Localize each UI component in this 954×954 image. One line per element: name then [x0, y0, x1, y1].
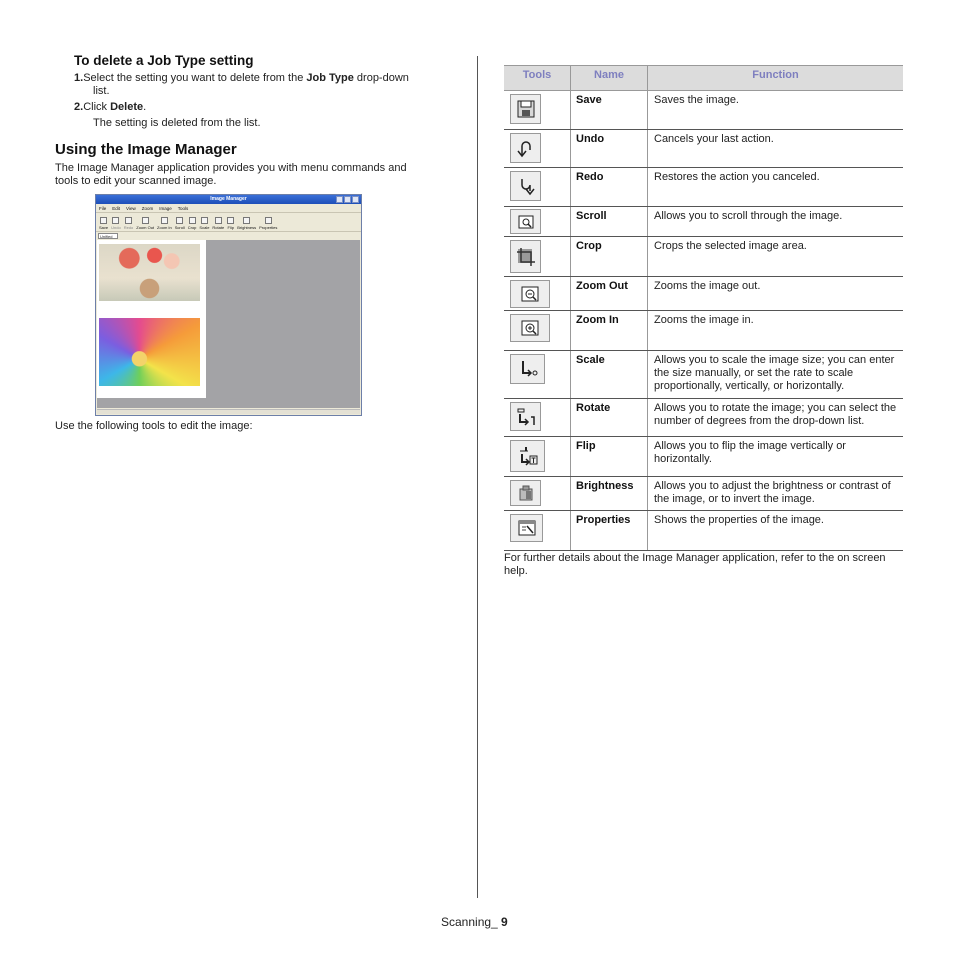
toolbar-zoom-in: Zoom In	[157, 217, 172, 230]
redo-icon	[510, 171, 541, 201]
toolbar-scale: Scale	[199, 217, 209, 230]
minimize-icon	[336, 196, 343, 203]
intro-line-1: The Image Manager application provides you with menu commands and	[55, 162, 407, 174]
toolbar-properties: Properties	[259, 217, 277, 230]
brightness-icon	[243, 217, 250, 224]
toolbar-rotate: Rotate	[212, 217, 224, 230]
menu-tools: Tools	[177, 206, 189, 211]
tools-intro: Use the following tools to edit the image:	[55, 420, 253, 432]
rotate-icon	[215, 217, 222, 224]
zoom-out-icon	[510, 280, 550, 308]
toolbar-brightness: Brightness	[237, 217, 256, 230]
table-row: Properties Shows the properties of the image.	[504, 511, 903, 551]
undo-icon	[112, 217, 119, 224]
colorful-flower-photo	[99, 318, 200, 386]
table-row: Scroll Allows you to scroll through the image.	[504, 207, 903, 237]
delete-step-1-continued: list.	[93, 85, 110, 97]
table-row: Flip Allows you to flip the image vertically or horizontally.	[504, 437, 903, 477]
menu-edit: Edit	[112, 206, 121, 211]
close-icon	[352, 196, 359, 203]
crop-icon	[189, 217, 196, 224]
menu-zoom: Zoom	[141, 206, 154, 211]
image-manager-heading: Using the Image Manager	[55, 141, 237, 158]
toolbar-scroll: Scroll	[175, 217, 185, 230]
scale-icon	[201, 217, 208, 224]
toolbar-undo: Undo	[111, 217, 121, 230]
crop-icon	[510, 240, 541, 273]
screenshot-page	[97, 240, 206, 398]
screenshot-title-bar: Image Manager	[96, 195, 361, 204]
table-row: Rotate Allows you to rotate the image; you can select the number of degrees from the drop-down list.	[504, 399, 903, 437]
toolbar-flip: Flip	[227, 217, 234, 230]
scale-icon	[510, 354, 545, 384]
table-header	[504, 65, 903, 91]
delete-step-2: 2.Click Delete.	[74, 101, 147, 113]
window-buttons	[336, 196, 359, 203]
zoom-in-icon	[161, 217, 168, 224]
scroll-icon	[510, 209, 541, 234]
flowers-cat-photo	[99, 244, 200, 301]
table-row: Zoom Out Zooms the image out.	[504, 277, 903, 311]
footer-section: Scanning_	[441, 915, 502, 929]
save-icon	[100, 217, 107, 224]
toolbar-zoom-out: Zoom Out	[136, 217, 154, 230]
intro-line-2: tools to edit your scanned image.	[55, 175, 217, 187]
toolbar-save: Save	[99, 217, 108, 230]
undo-icon	[510, 133, 541, 163]
delete-step-2-note: The setting is deleted from the list.	[93, 117, 261, 129]
zoom-in-icon	[510, 314, 550, 342]
page-number: 9	[501, 915, 508, 929]
menu-view: View	[126, 206, 136, 211]
screenshot-combo: Unified	[98, 233, 118, 239]
table-row: Undo Cancels your last action.	[504, 130, 903, 168]
table-row: Zoom In Zooms the image in.	[504, 311, 903, 351]
flip-icon	[510, 440, 545, 472]
tools-table	[504, 65, 903, 551]
column-divider	[477, 56, 478, 898]
table-row: Scale Allows you to scale the image size; you can enter the size manually, or set the rate to scale proportionally, vertically, or horizontally.	[504, 351, 903, 399]
header-name: Name	[570, 66, 647, 90]
delete-step-1: 1.Select the setting you want to delete from the Job Type drop-down	[74, 72, 409, 84]
properties-icon	[510, 514, 543, 542]
table-row: Save Saves the image.	[504, 91, 903, 130]
table-row: Brightness Allows you to adjust the brightness or contrast of the image, or to invert the image.	[504, 477, 903, 511]
brightness-icon	[510, 480, 541, 506]
header-function: Function	[647, 66, 903, 90]
zoom-out-icon	[142, 217, 149, 224]
table-row: Crop Crops the selected image area.	[504, 237, 903, 277]
screenshot-menu-bar	[96, 204, 361, 213]
save-icon	[510, 94, 541, 124]
page-footer	[441, 915, 508, 929]
properties-icon	[265, 217, 272, 224]
screenshot-canvas	[97, 240, 360, 408]
toolbar-crop: Crop	[188, 217, 197, 230]
redo-icon	[125, 217, 132, 224]
further-details-note: For further details about the Image Manager application, refer to the on screen help.	[504, 552, 886, 577]
maximize-icon	[344, 196, 351, 203]
delete-job-type-heading: To delete a Job Type setting	[74, 53, 254, 68]
rotate-icon	[510, 402, 541, 431]
screenshot-toolbar	[96, 213, 361, 232]
screenshot-scrollbar	[97, 409, 360, 414]
toolbar-redo: Redo	[124, 217, 134, 230]
flip-icon	[227, 217, 234, 224]
table-row: Redo Restores the action you canceled.	[504, 168, 903, 207]
scroll-icon	[176, 217, 183, 224]
header-tools: Tools	[522, 69, 552, 81]
menu-image: Image	[159, 206, 172, 211]
menu-file: File	[99, 206, 107, 211]
image-manager-screenshot	[95, 194, 362, 416]
